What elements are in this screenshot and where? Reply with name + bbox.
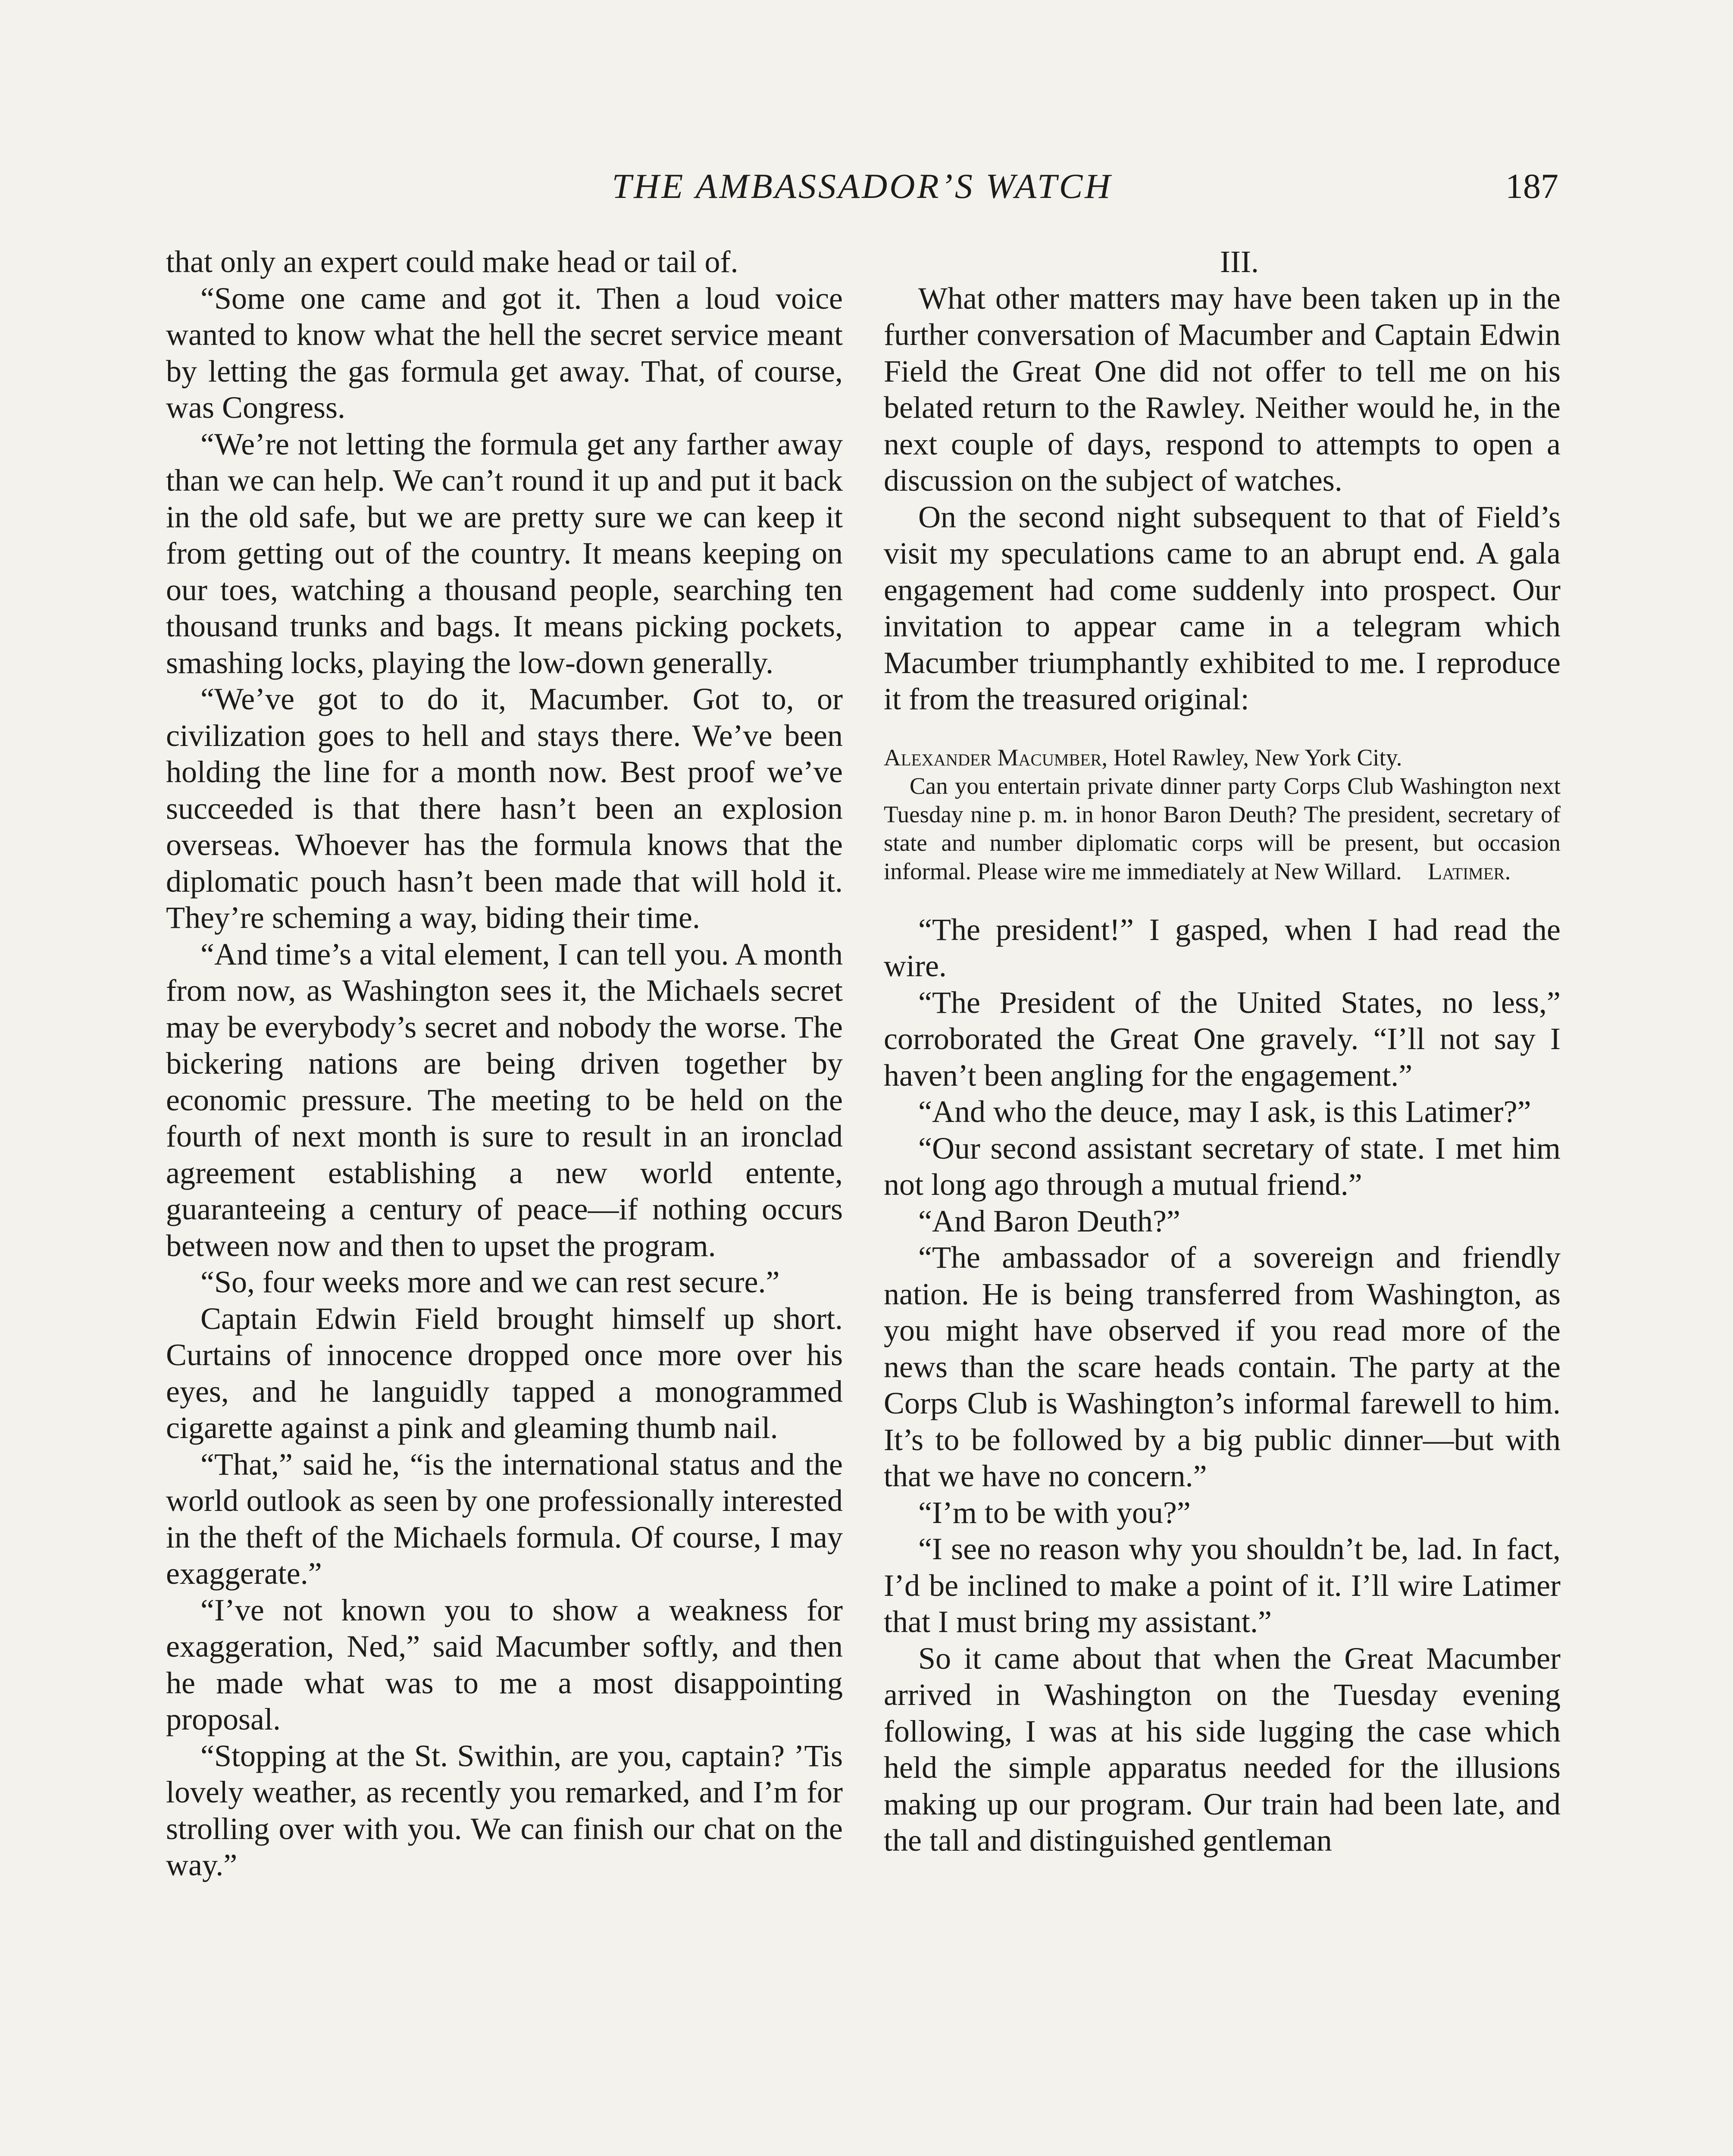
telegram bbox=[884, 743, 1561, 886]
telegram-address-line bbox=[884, 743, 1561, 772]
running-title: THE AMBASSADOR’S WATCH bbox=[612, 166, 1113, 206]
telegram-address: Hotel Rawley, New York City. bbox=[1107, 744, 1402, 771]
paragraph: “We’re not letting the formula get any farther away than we can help. We can’t round it up and put it back in the old safe, but we are pretty sure we can keep it from getting out of the country. It means keeping on our toes, watching a thousand people, searching ten thousand trunks and bags. It means picking pockets, smashing locks, playing the low-down generally. bbox=[166, 426, 843, 680]
paragraph: “Some one came and got it. Then a loud voice wanted to know what the hell the secret service meant by letting the gas formula get away. That, of course, was Congress. bbox=[166, 281, 843, 425]
paragraph: “Our second assistant secretary of state. I met him not long ago through a mutual friend.” bbox=[884, 1131, 1561, 1202]
paragraph: “I see no reason why you shouldn’t be, lad. In fact, I’d be inclined to make a point of it. I’ll wire Latimer that I must bring my assistant.” bbox=[884, 1532, 1561, 1639]
paragraph: On the second night subsequent to that of Field’s visit my speculations came to an abrupt end. A gala engagement had come suddenly into prospect. Our invitation to appear came in a telegram which Macumber triumphantly exhibited to me. I reproduce it from the treasured original: bbox=[884, 499, 1561, 716]
paragraph: “We’ve got to do it, Macumber. Got to, or civilization goes to hell and stays there. We’ve been holding the line for a month now. Best proof we’ve succeeded is that there hasn’t been an explosion overseas. Whoever has the formula knows that the diplomatic pouch hasn’t been made that will hold it. They’re scheming a way, biding their time. bbox=[166, 682, 843, 935]
paragraph: “And who the deuce, may I ask, is this Latimer?” bbox=[918, 1094, 1531, 1129]
left-column bbox=[166, 244, 843, 1883]
paragraph: that only an expert could make head or tail of. bbox=[166, 244, 738, 279]
paragraph: “The President of the United States, no less,” corroborated the Great One gravely. “I’ll not say I haven’t been angling for the engagement.” bbox=[884, 985, 1561, 1093]
paragraph: “I’ve not known you to show a weakness for exaggeration, Ned,” said Macumber softly, and then he made what was to me a most disappointing proposal. bbox=[166, 1592, 843, 1736]
paragraph: “That,” said he, “is the international status and the world outlook as seen by one professionally interested in the theft of the Michaels formula. Of course, I may exaggerate.” bbox=[166, 1447, 843, 1591]
telegram-addressee: Alexander Macumber, bbox=[884, 744, 1108, 771]
running-header bbox=[166, 166, 1558, 213]
telegram-text: Can you entertain private dinner party Corps Club Washington next Tuesday nine p. m. in honor Baron Deuth? The president, secretary of state and number diplomatic corps will be present, but occasion informal. Please wire me immediately at New Willard. bbox=[884, 772, 1561, 884]
section-heading: III. bbox=[1220, 244, 1259, 279]
paragraph: “And time’s a vital element, I can tell you. A month from now, as Washington sees it, the Michaels secret may be everybody’s secret and nobody the worse. The bickering nations are being driven together by economic pressure. The meeting to be held on the fourth of next month is sure to result in an ironclad agreement establishing a new world entente, guaranteeing a century of peace—if nothing occurs between now and then to upset the program. bbox=[166, 937, 843, 1263]
paragraph: “The ambassador of a sovereign and friendly nation. He is being transferred from Washington, as you might have observed if you read more of the news than the scare heads contain. The party at the Corps Club is Washington’s informal farewell to him. It’s to be followed by a big public dinner—but with that we have no concern.” bbox=[884, 1240, 1561, 1493]
right-column bbox=[884, 244, 1561, 1859]
paragraph: Captain Edwin Field brought himself up short. Curtains of innocence dropped once more over his eyes, and he languidly tapped a monogrammed cigarette against a pink and gleaming thumb nail. bbox=[166, 1301, 843, 1445]
paragraph: “The president!” I gasped, when I had read the wire. bbox=[884, 912, 1561, 983]
telegram-body bbox=[884, 772, 1561, 886]
paragraph: “So, four weeks more and we can rest secure.” bbox=[200, 1265, 780, 1299]
paragraph: “I’m to be with you?” bbox=[918, 1495, 1191, 1530]
paragraph: “And Baron Deuth?” bbox=[918, 1203, 1180, 1238]
paragraph: So it came about that when the Great Macumber arrived in Washington on the Tuesday evening following, I was at his side lugging the case which held the simple apparatus needed for the illusions making up our program. Our train had been late, and the tall and distinguished gentleman bbox=[884, 1641, 1561, 1858]
telegram-signature: Latimer. bbox=[1427, 858, 1511, 884]
paragraph: “Stopping at the St. Swithin, are you, captain? ’Tis lovely weather, as recently you remarked, and I’m for strolling over with you. We can finish our chat on the way.” bbox=[166, 1738, 843, 1882]
paragraph: What other matters may have been taken up in the further conversation of Macumber and Captain Edwin Field the Great One did not offer to tell me on his belated return to the Rawley. Neither would he, in the next couple of days, respond to attempts to open a discussion on the subject of watches. bbox=[884, 281, 1561, 498]
page-number: 187 bbox=[1505, 166, 1558, 206]
